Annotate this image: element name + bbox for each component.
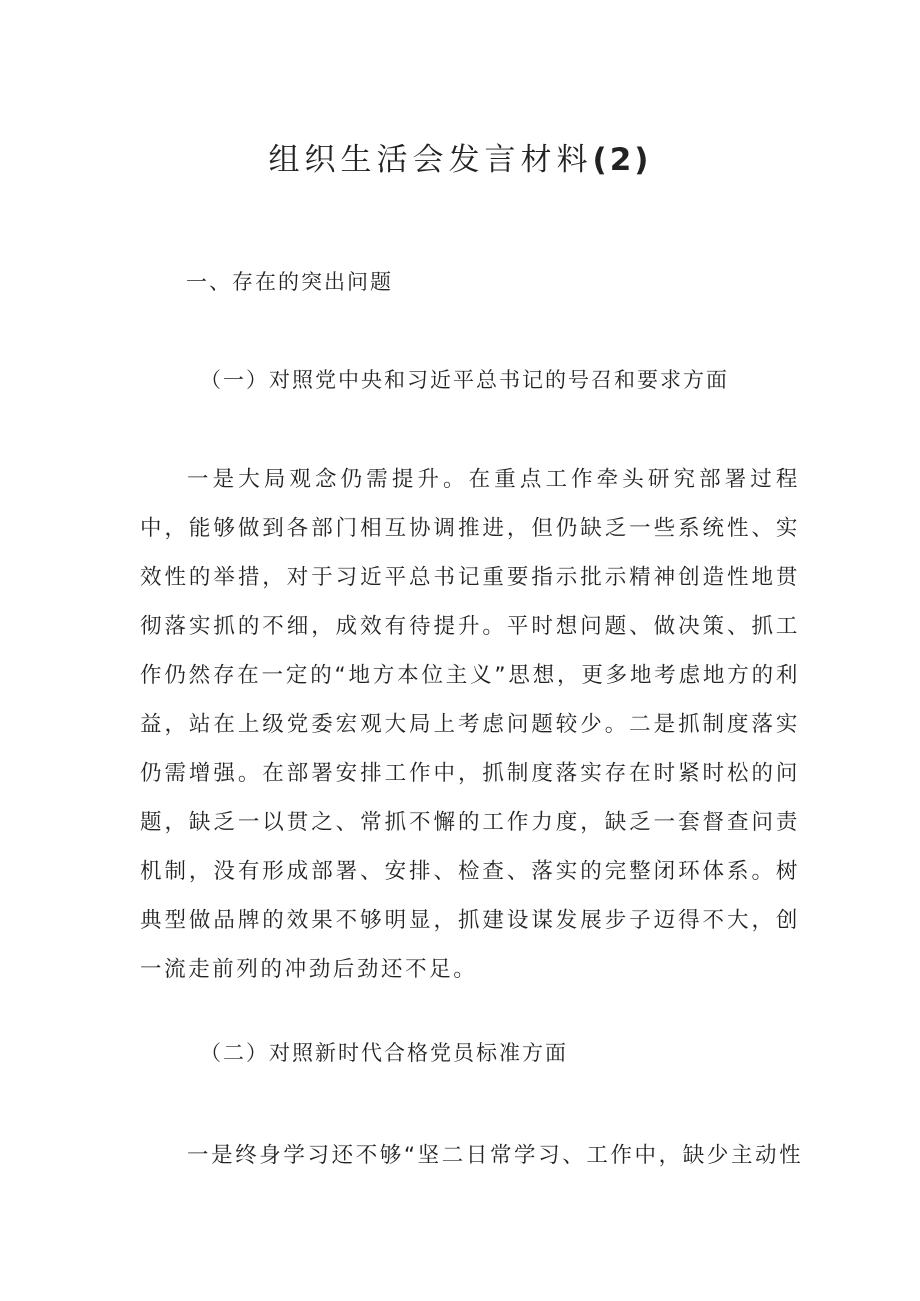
body-paragraph-2: 一是终身学习还不够“坚二日常学习、工作中，缺少主动性 <box>187 1143 804 1168</box>
document-title <box>0 138 920 182</box>
title-number: (2) <box>592 142 652 178</box>
subsection-heading-2: （二）对照新时代合格党员标准方面 <box>200 1041 568 1065</box>
title-text: 组织生活会发言材料 <box>268 142 593 178</box>
subsection-heading-1: （一）对照党中央和习近平总书记的号召和要求方面 <box>200 368 729 392</box>
section-heading-1: 一、存在的突出问题 <box>186 270 393 294</box>
body-paragraph-1: 一是大局观念仍需提升。在重点工作牵头研究部署过程中，能够做到各部门相互协调推进，但仍缺乏一些系统性、实效性的举措，对于习近平总书记重要指示批示精神创造性地贯彻落实抓的不细，成效有待提升。平时想问题、做决策、抓工作仍然存在一定的“地方本位主义”思想，更多地考虑地方的利益，站在上级党委宏观大局上考虑问题较少。二是抓制度落实仍需增强。在部署安排工作中，抓制度落实存在时紧时松的问题，缺乏一以贯之、常抓不懈的工作力度，缺乏一套督查问责机制，没有形成部署、安排、检查、落实的完整闭环体系。树典型做品牌的效果不够明显，抓建设谋发展步子迈得不大，创一流走前列的冲劲后劲还不足。 <box>140 467 800 982</box>
